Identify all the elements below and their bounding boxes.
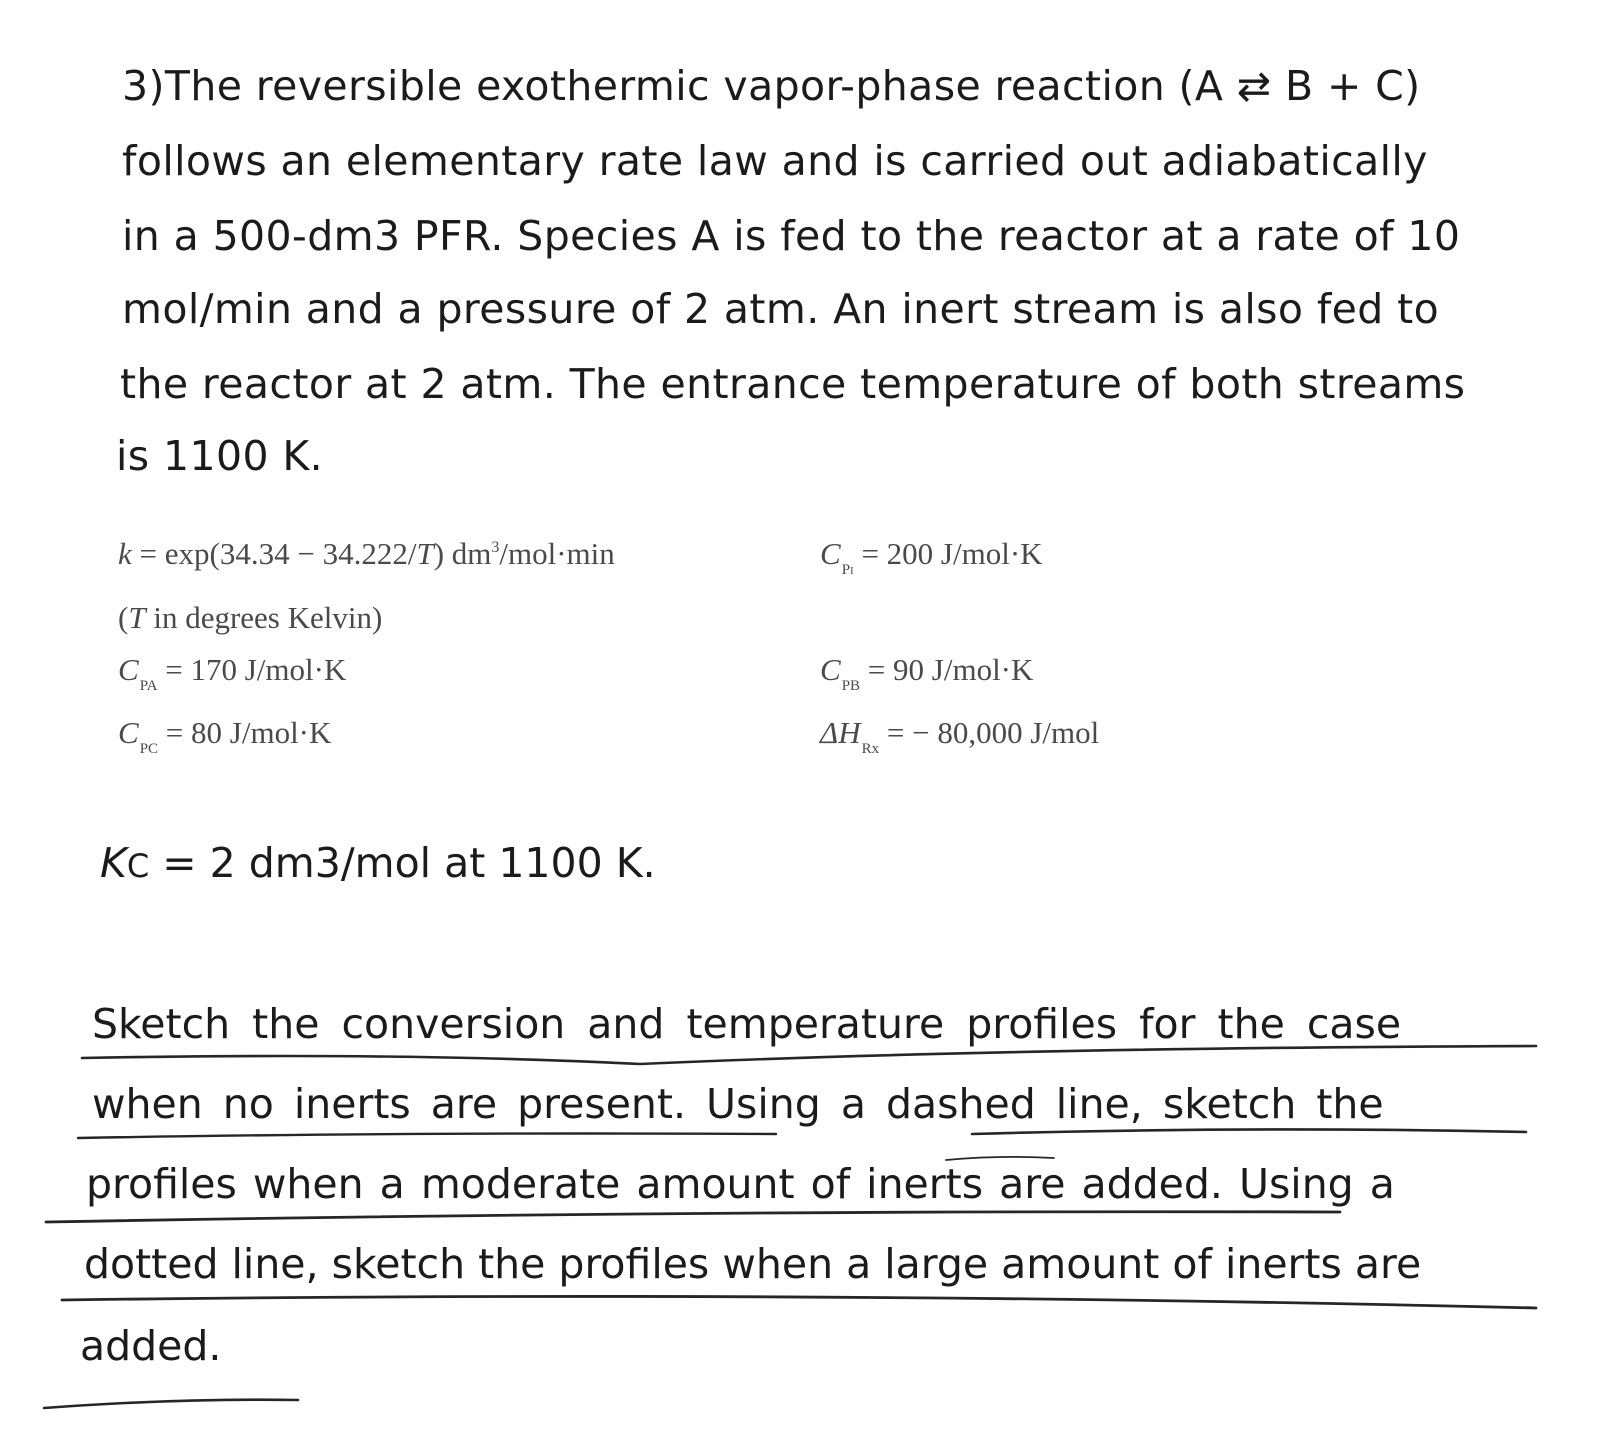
- delta-h-subscript: Rx: [861, 741, 880, 757]
- task-line-4: dotted line, sketch the profiles when a large amount of inerts are: [84, 1240, 1422, 1288]
- cp-b-value: = 90 J/mol·K: [860, 652, 1034, 687]
- problem-line-4: mol/min and a pressure of 2 atm. An inert stream is also fed to: [122, 285, 1440, 333]
- cp-a-equation: $C_{PA} = 170$ J/mol·K: [118, 652, 347, 694]
- cp-c-equation: $C_{PC} = 80$ J/mol·K: [118, 715, 332, 757]
- k-unit-rest: /mol·min: [499, 536, 615, 571]
- cp-inert-subscript: PI: [841, 562, 854, 578]
- cp-a-value: = 170 J/mol·K: [157, 652, 347, 687]
- cp-b-equation: $C_{PB} = 90$ J/mol·K: [820, 652, 1034, 694]
- k-unit: ) dm: [433, 536, 492, 571]
- kc-subscript: C: [126, 847, 150, 885]
- underline-4: [62, 1296, 1536, 1308]
- k-temperature-symbol: T: [416, 536, 434, 571]
- cp-a-subscript: PA: [139, 678, 158, 694]
- k-symbol: k: [118, 536, 132, 571]
- underline-1: [82, 1046, 1536, 1064]
- temperature-note: (T in degrees Kelvin): [118, 600, 383, 635]
- cp-b-subscript: PB: [841, 678, 861, 694]
- k-expression: = exp(34.34 − 34.222/: [131, 536, 417, 571]
- cp-c-value: = 80 J/mol·K: [158, 715, 332, 750]
- underline-2a: [78, 1134, 776, 1139]
- task-line-2: when no inerts are present. Using a dashed line, sketch the: [92, 1080, 1384, 1128]
- problem-line-3: in a 500-dm3 PFR. Species A is fed to the reactor at a rate of 10: [122, 212, 1461, 260]
- cp-c-subscript: PC: [139, 741, 159, 757]
- task-line-1: Sketch the conversion and temperature profiles for the case: [92, 1000, 1402, 1048]
- underline-3: [46, 1212, 1340, 1222]
- problem-line-1: 3)The reversible exothermic vapor-phase reaction (A ⇄ B + C): [122, 62, 1421, 110]
- underline-2b: [972, 1129, 1526, 1134]
- kc-symbol: K: [100, 839, 127, 887]
- cp-symbol: C: [820, 536, 841, 571]
- k-unit-exponent: 3: [491, 539, 500, 556]
- inerts-overline: [946, 1157, 1054, 1160]
- temperature-note-symbol: T: [128, 600, 146, 635]
- task-line-5: added.: [80, 1322, 222, 1370]
- underline-5: [44, 1400, 298, 1408]
- delta-h-symbol: ΔH: [820, 715, 861, 750]
- cp-inert-value: = 200 J/mol·K: [853, 536, 1043, 571]
- problem-line-5: the reactor at 2 atm. The entrance temperature of both streams: [120, 360, 1466, 408]
- task-line-3: profiles when a moderate amount of inerts are added. Using a: [86, 1160, 1395, 1208]
- kc-value: = 2 dm3/mol at 1100 K.: [149, 839, 656, 887]
- problem-line-6: is 1100 K.: [116, 432, 324, 480]
- problem-line-2: follows an elementary rate law and is carried out adiabatically: [122, 137, 1428, 185]
- delta-h-value: = − 80,000 J/mol: [879, 715, 1100, 750]
